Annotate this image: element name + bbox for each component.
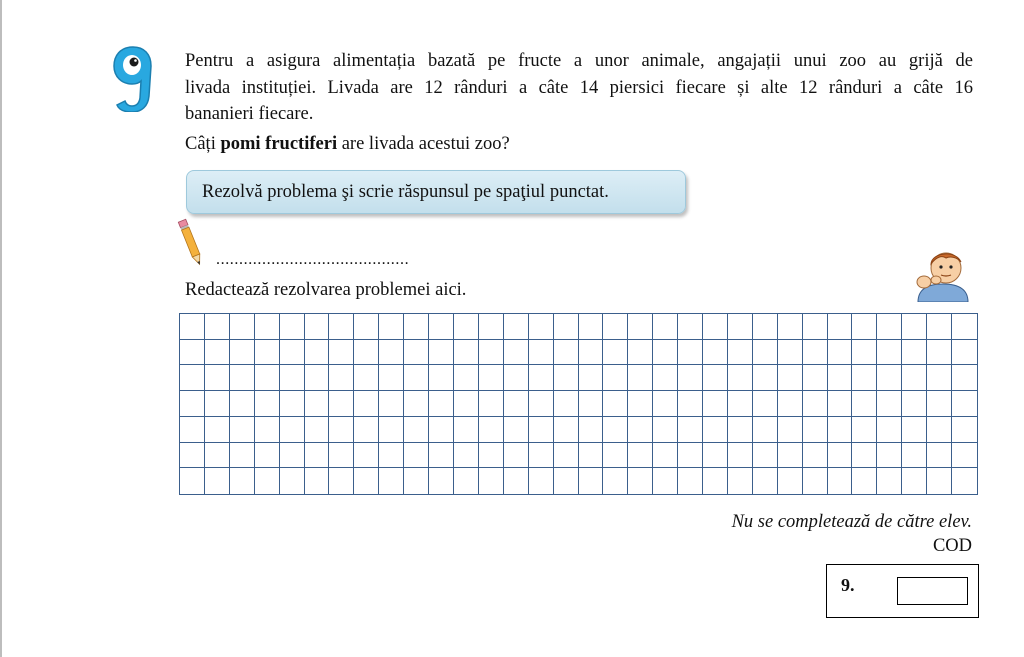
grid-cell[interactable] <box>877 314 902 340</box>
grid-cell[interactable] <box>354 314 379 340</box>
grid-cell[interactable] <box>603 468 628 494</box>
code-box <box>826 564 979 618</box>
grid-cell[interactable] <box>952 314 977 340</box>
grid-cell[interactable] <box>728 340 753 366</box>
grid-cell[interactable] <box>429 468 454 494</box>
grid-cell[interactable] <box>828 365 853 391</box>
grid-cell[interactable] <box>628 443 653 469</box>
grid-cell[interactable] <box>828 391 853 417</box>
grid-cell[interactable] <box>703 468 728 494</box>
grid-cell[interactable] <box>803 365 828 391</box>
grid-cell[interactable] <box>354 417 379 443</box>
grid-cell[interactable] <box>454 365 479 391</box>
grid-cell[interactable] <box>205 365 230 391</box>
grid-cell[interactable] <box>628 340 653 366</box>
grid-cell[interactable] <box>579 340 604 366</box>
grid-cell[interactable] <box>429 365 454 391</box>
grid-cell[interactable] <box>329 365 354 391</box>
grid-cell[interactable] <box>803 314 828 340</box>
grid-cell[interactable] <box>678 417 703 443</box>
grid-cell[interactable] <box>504 417 529 443</box>
grid-cell[interactable] <box>579 443 604 469</box>
grid-cell[interactable] <box>354 443 379 469</box>
grid-cell[interactable] <box>280 468 305 494</box>
grid-cell[interactable] <box>305 417 330 443</box>
grid-cell[interactable] <box>628 417 653 443</box>
grid-cell[interactable] <box>678 365 703 391</box>
grid-cell[interactable] <box>230 443 255 469</box>
grid-cell[interactable] <box>554 417 579 443</box>
grid-cell[interactable] <box>952 468 977 494</box>
grid-cell[interactable] <box>305 365 330 391</box>
grid-cell[interactable] <box>554 365 579 391</box>
grid-cell[interactable] <box>255 314 280 340</box>
grid-cell[interactable] <box>653 468 678 494</box>
grid-cell[interactable] <box>778 314 803 340</box>
grid-cell[interactable] <box>479 443 504 469</box>
grid-cell[interactable] <box>379 314 404 340</box>
grid-cell[interactable] <box>205 443 230 469</box>
grid-cell[interactable] <box>628 365 653 391</box>
grid-cell[interactable] <box>379 365 404 391</box>
grid-cell[interactable] <box>404 417 429 443</box>
grid-cell[interactable] <box>778 417 803 443</box>
grid-cell[interactable] <box>429 391 454 417</box>
question <box>185 131 510 157</box>
grid-cell[interactable] <box>852 417 877 443</box>
code-number: 9. <box>841 575 855 595</box>
grid-cell[interactable] <box>180 365 205 391</box>
grid-cell[interactable] <box>952 443 977 469</box>
grid-cell[interactable] <box>828 340 853 366</box>
grid-cell[interactable] <box>205 417 230 443</box>
grid-cell[interactable] <box>280 365 305 391</box>
thinking-kid-icon <box>912 248 974 302</box>
grid-cell[interactable] <box>329 391 354 417</box>
grid-cell[interactable] <box>902 340 927 366</box>
grid-cell[interactable] <box>504 391 529 417</box>
grid-cell[interactable] <box>454 468 479 494</box>
grid-cell[interactable] <box>728 365 753 391</box>
grid-cell[interactable] <box>653 314 678 340</box>
pencil-icon <box>177 217 205 269</box>
grid-cell[interactable] <box>180 417 205 443</box>
grid-cell[interactable] <box>902 391 927 417</box>
grid-cell[interactable] <box>230 340 255 366</box>
grid-cell[interactable] <box>778 365 803 391</box>
grid-cell[interactable] <box>927 391 952 417</box>
number-9-icon <box>112 44 154 112</box>
grid-cell[interactable] <box>728 417 753 443</box>
grid-cell[interactable] <box>852 340 877 366</box>
grid-cell[interactable] <box>329 468 354 494</box>
grid-cell[interactable] <box>554 391 579 417</box>
grid-cell[interactable] <box>280 417 305 443</box>
grid-cell[interactable] <box>255 365 280 391</box>
grid-cell[interactable] <box>703 340 728 366</box>
grid-cell[interactable] <box>429 340 454 366</box>
grid-cell[interactable] <box>927 417 952 443</box>
grid-cell[interactable] <box>379 443 404 469</box>
grid-cell[interactable] <box>927 365 952 391</box>
problem-line-3: bananieri fiecare. <box>185 104 314 124</box>
cod-label: COD <box>932 536 972 556</box>
grid-cell[interactable] <box>678 391 703 417</box>
grid-cell[interactable] <box>180 443 205 469</box>
grid-cell[interactable] <box>653 391 678 417</box>
grid-cell[interactable] <box>329 340 354 366</box>
grid-cell[interactable] <box>404 443 429 469</box>
grid-cell[interactable] <box>479 468 504 494</box>
grid-cell[interactable] <box>678 443 703 469</box>
grid-cell[interactable] <box>952 417 977 443</box>
grid-cell[interactable] <box>205 468 230 494</box>
grid-cell[interactable] <box>404 340 429 366</box>
grid-cell[interactable] <box>379 340 404 366</box>
grid-cell[interactable] <box>379 468 404 494</box>
grid-cell[interactable] <box>529 391 554 417</box>
page-edge <box>0 0 2 657</box>
grid-cell[interactable] <box>554 340 579 366</box>
grid-cell[interactable] <box>803 443 828 469</box>
grid-cell[interactable] <box>753 340 778 366</box>
grid-cell[interactable] <box>877 443 902 469</box>
grid-cell[interactable] <box>927 443 952 469</box>
grid-cell[interactable] <box>902 443 927 469</box>
grid-cell[interactable] <box>579 314 604 340</box>
grid-cell[interactable] <box>902 365 927 391</box>
problem-line-2: livada instituției. Livada are 12 rânduri a câte 14 piersici fiecare și alte 12 rânduri a câte 16 <box>185 77 973 98</box>
grid-cell[interactable] <box>728 314 753 340</box>
grid-cell[interactable] <box>952 365 977 391</box>
grid-cell[interactable] <box>803 340 828 366</box>
grid-cell[interactable] <box>902 417 927 443</box>
grid-cell[interactable] <box>329 443 354 469</box>
grid-cell[interactable] <box>753 443 778 469</box>
grid-cell[interactable] <box>255 417 280 443</box>
grid-cell[interactable] <box>628 391 653 417</box>
grid-cell[interactable] <box>255 468 280 494</box>
grid-cell[interactable] <box>703 314 728 340</box>
grid-cell[interactable] <box>579 391 604 417</box>
grid-cell[interactable] <box>479 340 504 366</box>
grid-cell[interactable] <box>354 468 379 494</box>
grid-cell[interactable] <box>429 417 454 443</box>
grid-cell[interactable] <box>828 443 853 469</box>
note-text: Nu se completează de către elev. <box>731 512 972 532</box>
grid-cell[interactable] <box>653 443 678 469</box>
grid-cell[interactable] <box>305 391 330 417</box>
grid-cell[interactable] <box>753 468 778 494</box>
grid-cell[interactable] <box>305 443 330 469</box>
grid-cell[interactable] <box>828 417 853 443</box>
grid-cell[interactable] <box>828 314 853 340</box>
grid-cell[interactable] <box>504 443 529 469</box>
grid-cell[interactable] <box>753 417 778 443</box>
grid-cell[interactable] <box>479 391 504 417</box>
grid-cell[interactable] <box>529 314 554 340</box>
grid-cell[interactable] <box>803 391 828 417</box>
grid-cell[interactable] <box>852 443 877 469</box>
grid-cell[interactable] <box>280 314 305 340</box>
grid-cell[interactable] <box>504 340 529 366</box>
grid-cell[interactable] <box>230 365 255 391</box>
grid-cell[interactable] <box>404 391 429 417</box>
grid-cell[interactable] <box>728 391 753 417</box>
grid-cell[interactable] <box>778 468 803 494</box>
grid-cell[interactable] <box>803 468 828 494</box>
grid-cell[interactable] <box>305 340 330 366</box>
grid-cell[interactable] <box>280 443 305 469</box>
grid-cell[interactable] <box>703 443 728 469</box>
grid-cell[interactable] <box>504 365 529 391</box>
code-field[interactable] <box>897 577 968 605</box>
grid-cell[interactable] <box>354 340 379 366</box>
grid-cell[interactable] <box>753 391 778 417</box>
grid-cell[interactable] <box>579 468 604 494</box>
grid-cell[interactable] <box>877 340 902 366</box>
grid-cell[interactable] <box>379 391 404 417</box>
grid-cell[interactable] <box>603 391 628 417</box>
grid-cell[interactable] <box>902 468 927 494</box>
solution-grid[interactable] <box>179 313 978 495</box>
grid-cell[interactable] <box>579 417 604 443</box>
grid-cell[interactable] <box>852 365 877 391</box>
grid-cell[interactable] <box>603 443 628 469</box>
grid-cell[interactable] <box>255 443 280 469</box>
grid-cell[interactable] <box>778 391 803 417</box>
grid-cell[interactable] <box>877 468 902 494</box>
grid-cell[interactable] <box>205 314 230 340</box>
grid-cell[interactable] <box>504 468 529 494</box>
grid-cell[interactable] <box>952 391 977 417</box>
grid-cell[interactable] <box>180 468 205 494</box>
question-start: Câți <box>185 134 221 154</box>
grid-cell[interactable] <box>877 417 902 443</box>
grid-cell[interactable] <box>678 314 703 340</box>
grid-cell[interactable] <box>628 468 653 494</box>
grid-cell[interactable] <box>305 468 330 494</box>
grid-cell[interactable] <box>927 340 952 366</box>
grid-cell[interactable] <box>180 314 205 340</box>
grid-cell[interactable] <box>728 443 753 469</box>
grid-cell[interactable] <box>653 417 678 443</box>
grid-cell[interactable] <box>753 314 778 340</box>
grid-cell[interactable] <box>454 314 479 340</box>
grid-cell[interactable] <box>205 391 230 417</box>
grid-cell[interactable] <box>653 340 678 366</box>
grid-cell[interactable] <box>479 314 504 340</box>
grid-cell[interactable] <box>479 417 504 443</box>
grid-cell[interactable] <box>803 417 828 443</box>
instruction-box: Rezolvă problema şi scrie răspunsul pe spaţiul punctat. <box>186 170 686 214</box>
grid-cell[interactable] <box>603 340 628 366</box>
grid-cell[interactable] <box>454 443 479 469</box>
grid-cell[interactable] <box>728 468 753 494</box>
grid-cell[interactable] <box>778 443 803 469</box>
grid-cell[interactable] <box>554 468 579 494</box>
grid-cell[interactable] <box>280 340 305 366</box>
grid-cell[interactable] <box>902 314 927 340</box>
grid-cell[interactable] <box>329 314 354 340</box>
grid-cell[interactable] <box>678 468 703 494</box>
grid-label: Redactează rezolvarea problemei aici. <box>185 280 467 300</box>
grid-cell[interactable] <box>280 391 305 417</box>
problem-line-1: Pentru a asigura alimentația bazată pe fructe a unor animale, angajații unui zoo au grijă de <box>185 51 973 71</box>
grid-cell[interactable] <box>404 365 429 391</box>
grid-cell[interactable] <box>529 468 554 494</box>
question-bold: pomi fructiferi <box>220 134 338 154</box>
grid-cell[interactable] <box>305 314 330 340</box>
grid-cell[interactable] <box>927 468 952 494</box>
grid-cell[interactable] <box>529 417 554 443</box>
grid-cell[interactable] <box>852 468 877 494</box>
grid-cell[interactable] <box>230 468 255 494</box>
grid-cell[interactable] <box>529 443 554 469</box>
grid-cell[interactable] <box>603 417 628 443</box>
answer-line[interactable]: .......................................... <box>216 251 410 268</box>
grid-cell[interactable] <box>180 391 205 417</box>
grid-cell[interactable] <box>354 391 379 417</box>
grid-cell[interactable] <box>653 365 678 391</box>
grid-cell[interactable] <box>404 468 429 494</box>
grid-cell[interactable] <box>927 314 952 340</box>
grid-cell[interactable] <box>354 365 379 391</box>
grid-cell[interactable] <box>329 417 354 443</box>
grid-cell[interactable] <box>877 391 902 417</box>
grid-cell[interactable] <box>778 340 803 366</box>
grid-cell[interactable] <box>852 314 877 340</box>
grid-cell[interactable] <box>454 417 479 443</box>
grid-cell[interactable] <box>852 391 877 417</box>
grid-cell[interactable] <box>529 365 554 391</box>
grid-cell[interactable] <box>877 365 902 391</box>
grid-cell[interactable] <box>379 417 404 443</box>
grid-cell[interactable] <box>554 443 579 469</box>
grid-cell[interactable] <box>678 340 703 366</box>
grid-cell[interactable] <box>429 314 454 340</box>
grid-cell[interactable] <box>628 314 653 340</box>
grid-cell[interactable] <box>404 314 429 340</box>
grid-cell[interactable] <box>255 391 280 417</box>
grid-cell[interactable] <box>479 365 504 391</box>
grid-cell[interactable] <box>529 340 554 366</box>
grid-cell[interactable] <box>828 468 853 494</box>
grid-cell[interactable] <box>603 314 628 340</box>
question-end: are livada acestui zoo? <box>337 134 510 154</box>
grid-cell[interactable] <box>554 314 579 340</box>
grid-cell[interactable] <box>230 417 255 443</box>
grid-cell[interactable] <box>255 340 280 366</box>
grid-cell[interactable] <box>603 365 628 391</box>
grid-cell[interactable] <box>753 365 778 391</box>
problem-statement <box>185 48 973 128</box>
grid-cell[interactable] <box>205 340 230 366</box>
grid-cell[interactable] <box>180 340 205 366</box>
grid-cell[interactable] <box>579 365 604 391</box>
grid-cell[interactable] <box>952 340 977 366</box>
grid-cell[interactable] <box>230 314 255 340</box>
grid-cell[interactable] <box>454 340 479 366</box>
grid-cell[interactable] <box>703 391 728 417</box>
grid-cell[interactable] <box>703 365 728 391</box>
grid-cell[interactable] <box>230 391 255 417</box>
grid-cell[interactable] <box>504 314 529 340</box>
grid-cell[interactable] <box>703 417 728 443</box>
grid-cell[interactable] <box>429 443 454 469</box>
grid-cell[interactable] <box>454 391 479 417</box>
